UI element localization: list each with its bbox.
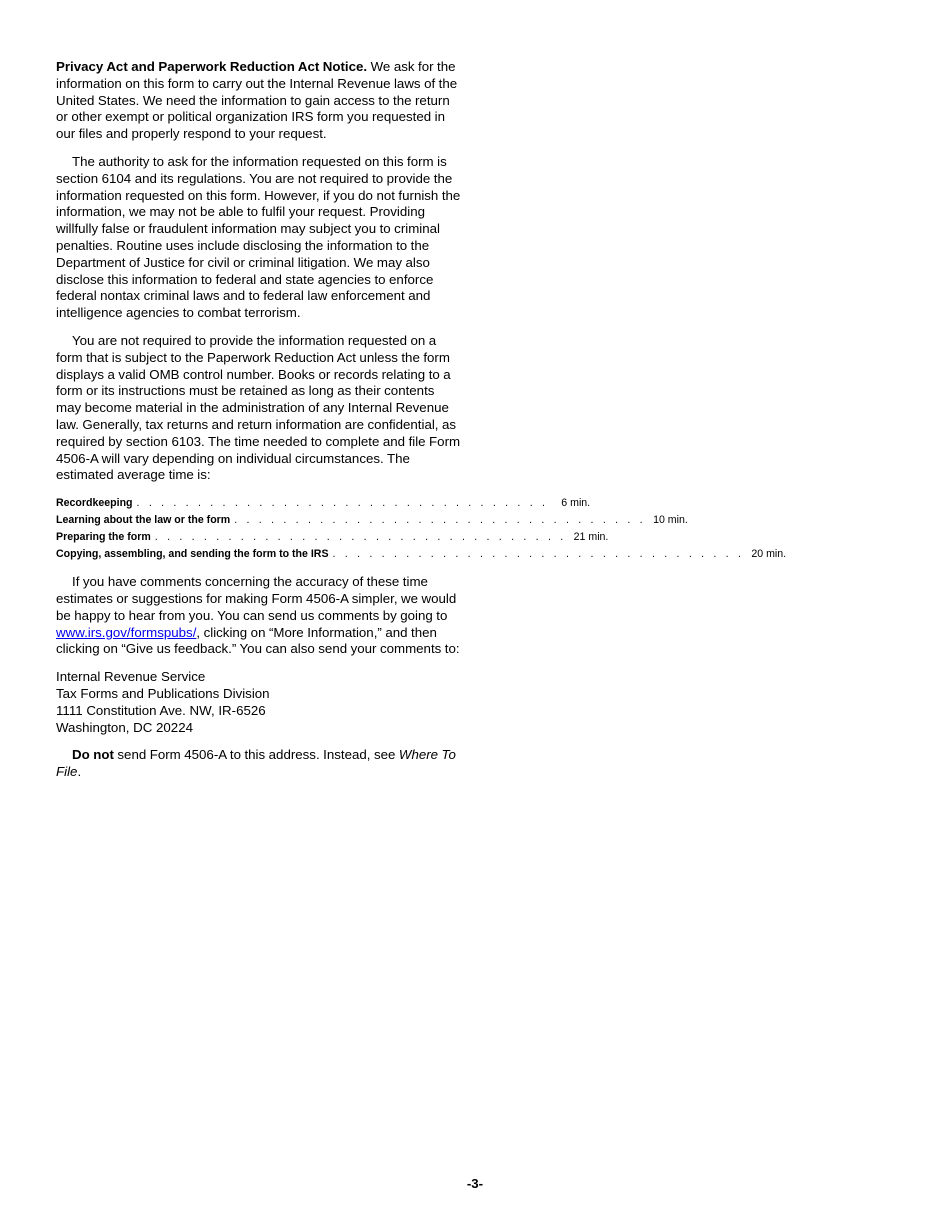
- time-estimate-value: 21 min.: [573, 531, 609, 544]
- time-estimate-label: Recordkeeping: [56, 497, 133, 510]
- time-estimate-value: 6 min.: [561, 497, 591, 510]
- privacy-notice-column: [56, 59, 787, 792]
- address-line: Tax Forms and Publications Division: [56, 685, 270, 701]
- privacy-notice-heading: Privacy Act and Paperwork Reduction Act Notice.: [56, 59, 368, 74]
- paperwork-reduction-paragraph: You are not required to provide the information requested on a form that is subject to the Paperwork Reduction Act unless the form displays a valid OMB control number. Books or records relating to a form or its instructions must be retained as long as their contents may become material in the administration of any Internal Revenue law. Generally, tax returns and return information are confidential, as required by section 6103. The time needed to complete and file Form 4506-A will vary depending on individual circumstances. The estimated average time is:: [56, 332, 461, 483]
- dot-leader: . . . . . . . . . . . . . . . . . . . . . . . . . . . . . . . . . .: [136, 497, 549, 510]
- irs-formspubs-link[interactable]: www.irs.gov/formspubs/: [56, 624, 197, 640]
- closing-text: send Form 4506-A to this address. Instead, see: [113, 747, 399, 763]
- dot-leader: . . . . . . . . . . . . . . . . . . . . . . . . . . . . . . . . . .: [234, 514, 646, 527]
- comments-paragraph: [56, 574, 462, 658]
- dot-leader: . . . . . . . . . . . . . . . . . . . . . . . . . . . . . . . . . .: [332, 548, 745, 561]
- time-estimate-label: Learning about the law or the form: [56, 514, 231, 527]
- address-line: 1111 Constitution Ave. NW, IR-6526: [56, 702, 266, 718]
- time-estimate-row: [56, 495, 591, 512]
- privacy-notice-intro-paragraph: [56, 59, 462, 143]
- where-to-file-reference: Where To File: [56, 747, 456, 780]
- authority-paragraph: The authority to ask for the information requested on this form is section 6104 and its regulations. You are not required to provide the information requested on this form. However, if you do not furnish the information, we may not be able to fulfil your request. Providing willfully false or fraudulent information may subject you to criminal penalties. Routine uses include disclosing the information to the Department of Justice for civil or criminal litigation. We may also disclose this information to federal and state agencies to enforce federal nontax criminal laws and to federal law enforcement and intelligence agencies to combat terrorism.: [56, 153, 461, 321]
- closing-paragraph: [56, 747, 462, 781]
- closing-period: .: [77, 764, 82, 780]
- mailing-address: [56, 669, 462, 736]
- time-estimate-value: 20 min.: [751, 548, 787, 561]
- time-estimate-label: Preparing the form: [56, 531, 151, 544]
- dot-leader: . . . . . . . . . . . . . . . . . . . . . . . . . . . . . . . . . .: [154, 531, 567, 544]
- privacy-notice-intro-text: We ask for the information on this form to carry out the Internal Revenue laws of the United States. We need the information to gain access to the return or other exempt or political organization IRS form you requested in our files and properly respond to your request.: [56, 59, 458, 142]
- time-estimate-value: 10 min.: [653, 514, 688, 527]
- comments-text-before-link: If you have comments concerning the accuracy of these time estimates or suggestions for making Form 4506-A simpler, we would be happy to hear from you. You can send us comments by going to: [56, 574, 457, 623]
- time-estimate-row: [56, 546, 787, 563]
- time-estimate-row: [56, 512, 688, 529]
- time-estimate-row: [56, 529, 609, 546]
- address-line: Washington, DC 20224: [56, 719, 193, 735]
- comments-text-after-link: , clicking on “More Information,” and then clicking on “Give us feedback.” You can also send your comments to:: [56, 624, 460, 657]
- page-number: -3-: [466, 1176, 484, 1191]
- time-estimate-label: Copying, assembling, and sending the form to the IRS: [56, 548, 329, 561]
- do-not-emphasis: Do not: [72, 747, 114, 763]
- time-estimate-table: [56, 495, 787, 563]
- address-line: Internal Revenue Service: [56, 669, 206, 685]
